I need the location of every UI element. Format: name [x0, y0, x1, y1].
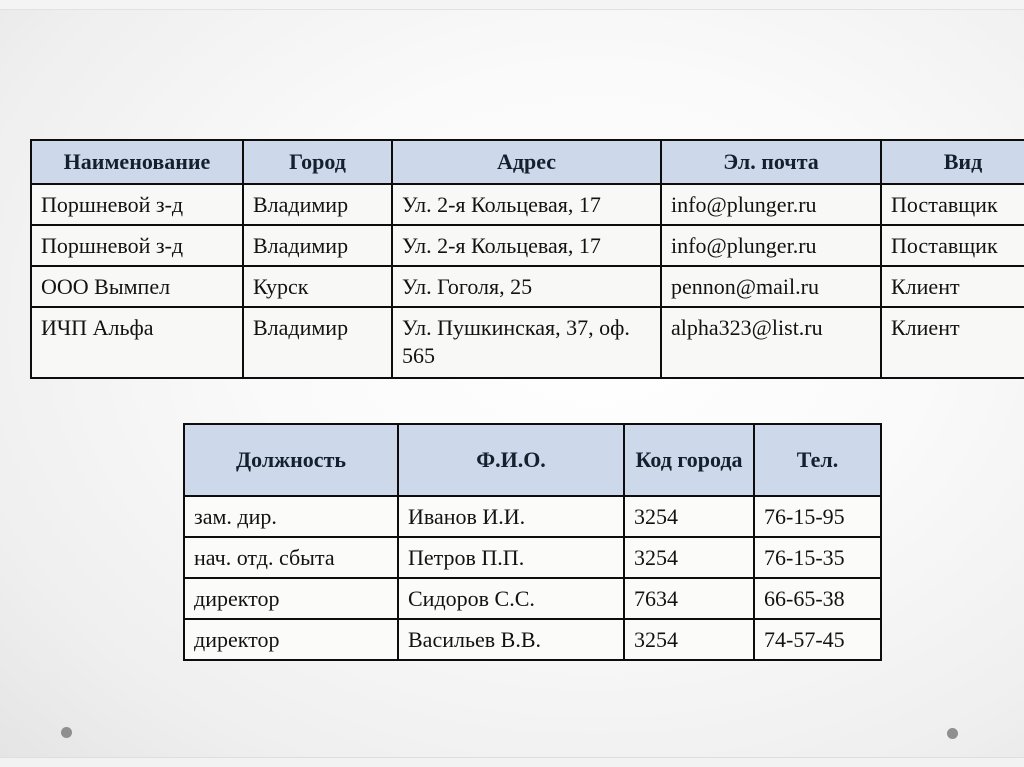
table1-cell: Поршневой з-д	[31, 184, 243, 225]
table2-cell: 3254	[624, 537, 754, 578]
table1-cell: ИЧП Альфа	[31, 307, 243, 378]
table1-cell: Ул. 2-я Кольцевая, 17	[392, 184, 661, 225]
table1-cell: Ул. 2-я Кольцевая, 17	[392, 225, 661, 266]
table1-cell: Клиент	[881, 307, 1024, 378]
contacts-table-body	[184, 496, 881, 660]
table2-header-row	[184, 424, 881, 496]
table1-header-row	[31, 140, 1024, 184]
table1-cell: Владимир	[243, 184, 392, 225]
table2-cell: 66-65-38	[754, 578, 881, 619]
table2-cell: 3254	[624, 496, 754, 537]
table2-header-cell: Ф.И.О.	[398, 424, 624, 496]
contacts-table	[183, 423, 882, 661]
table2-cell: Сидоров С.С.	[398, 578, 624, 619]
table1-header-cell: Вид	[881, 140, 1024, 184]
table2-cell: 76-15-35	[754, 537, 881, 578]
table1-cell: Курск	[243, 266, 392, 307]
table2-header-cell: Должность	[184, 424, 398, 496]
table1-cell: Владимир	[243, 225, 392, 266]
table2-cell: 76-15-95	[754, 496, 881, 537]
table1-header-cell: Наименование	[31, 140, 243, 184]
table2-cell: 74-57-45	[754, 619, 881, 660]
table1-cell: alpha323@list.ru	[661, 307, 881, 378]
table2-row	[184, 578, 881, 619]
table2-row	[184, 537, 881, 578]
table2-cell: нач. отд. сбыта	[184, 537, 398, 578]
table2-row	[184, 496, 881, 537]
organizations-table-body	[31, 184, 1024, 378]
table2-header-cell: Тел.	[754, 424, 881, 496]
table2-cell: 7634	[624, 578, 754, 619]
table2-row	[184, 619, 881, 660]
table1-cell: Ул. Пушкинская, 37, оф. 565	[392, 307, 661, 378]
slide-bottom-edge	[0, 757, 1024, 767]
table2-cell: 3254	[624, 619, 754, 660]
table1-header-cell: Город	[243, 140, 392, 184]
table1-cell: Ул. Гоголя, 25	[392, 266, 661, 307]
table1-cell: Владимир	[243, 307, 392, 378]
table2-header-cell: Код города	[624, 424, 754, 496]
table1-cell: Поршневой з-д	[31, 225, 243, 266]
organizations-table	[30, 139, 1024, 379]
table1-row	[31, 184, 1024, 225]
decor-dot-left	[61, 727, 72, 738]
slide-top-edge	[0, 0, 1024, 10]
contacts-table-head	[184, 424, 881, 496]
table1-cell: info@plunger.ru	[661, 184, 881, 225]
table2-cell: Васильев В.В.	[398, 619, 624, 660]
decor-dot-right	[947, 728, 958, 739]
table1-header-cell: Адрес	[392, 140, 661, 184]
table1-row	[31, 307, 1024, 378]
table2-cell: Петров П.П.	[398, 537, 624, 578]
table2-cell: Иванов И.И.	[398, 496, 624, 537]
table2-cell: директор	[184, 578, 398, 619]
table2-cell: зам. дир.	[184, 496, 398, 537]
table1-cell: info@plunger.ru	[661, 225, 881, 266]
table1-cell: pennon@mail.ru	[661, 266, 881, 307]
table1-cell: Поставщик	[881, 225, 1024, 266]
table1-row	[31, 266, 1024, 307]
table1-cell: Клиент	[881, 266, 1024, 307]
table1-cell: ООО Вымпел	[31, 266, 243, 307]
organizations-table-head	[31, 140, 1024, 184]
table2-cell: директор	[184, 619, 398, 660]
table1-header-cell: Эл. почта	[661, 140, 881, 184]
table1-row	[31, 225, 1024, 266]
table1-cell: Поставщик	[881, 184, 1024, 225]
